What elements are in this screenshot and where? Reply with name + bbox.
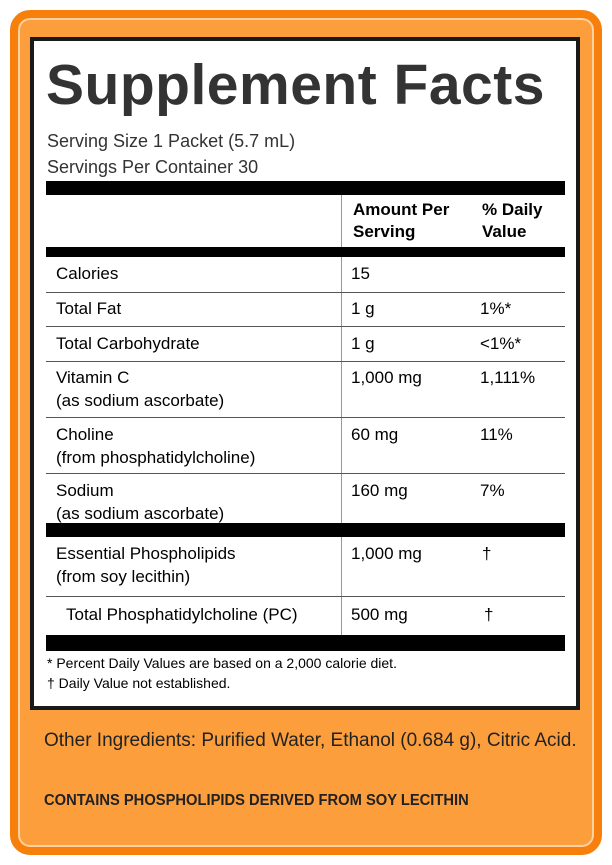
nutrient-name: Essential Phospholipids [56, 544, 236, 563]
supplement-facts-panel [30, 37, 580, 710]
facts-table [46, 181, 565, 651]
nutrient-dv: 1,111% [480, 368, 536, 387]
row-divider [46, 361, 565, 362]
column-divider [341, 195, 342, 247]
nutrient-amount: 160 mg [351, 481, 408, 500]
nutrient-name: Sodium [56, 481, 114, 500]
nutrient-name: Total Carbohydrate [56, 334, 200, 353]
nutrient-source: (as sodium ascorbate) [56, 391, 225, 410]
nutrient-amount: 1,000 mg [351, 368, 422, 387]
thick-divider [46, 181, 565, 195]
nutrient-name: Choline [56, 425, 114, 444]
thick-divider [46, 247, 565, 257]
nutrient-name: Vitamin C [56, 368, 130, 387]
daily-value-header: % Daily Value [482, 200, 543, 241]
servings-per-container: Servings Per Container 30 [47, 157, 259, 177]
nutrient-dv: † [482, 544, 492, 563]
nutrient-name: Total Fat [56, 299, 122, 318]
nutrient-amount: 1 g [351, 299, 375, 318]
nutrient-amount: 500 mg [351, 605, 408, 624]
row-divider [46, 417, 565, 418]
allergen-statement: CONTAINS PHOSPHOLIPIDS DERIVED FROM SOY LECITHIN [44, 792, 469, 809]
nutrient-amount: 1 g [351, 334, 375, 353]
nutrient-source: (from soy lecithin) [56, 567, 191, 586]
nutrient-source: (as sodium ascorbate) [56, 504, 225, 523]
column-divider [341, 257, 342, 523]
nutrient-dv: † [484, 605, 494, 624]
thick-divider [46, 635, 565, 651]
row-divider [46, 596, 565, 597]
nutrient-amount: 60 mg [351, 425, 399, 444]
nutrient-name: Calories [56, 264, 119, 283]
nutrient-name: Total Phosphatidylcholine (PC) [66, 605, 298, 624]
nutrient-amount: 1,000 mg [351, 544, 422, 563]
nutrient-dv: 7% [480, 481, 505, 500]
serving-size: Serving Size 1 Packet (5.7 mL) [47, 131, 296, 151]
page-title: Supplement Facts [46, 53, 545, 117]
nutrient-dv: 1%* [480, 299, 512, 318]
footnote-daily-values: * Percent Daily Values are based on a 2,000 calorie diet. [47, 655, 397, 671]
nutrient-dv: <1%* [480, 334, 522, 353]
row-divider [46, 473, 565, 474]
footnote-not-established: † Daily Value not established. [47, 675, 231, 691]
amount-header: Amount Per Serving [353, 200, 450, 241]
other-ingredients: Other Ingredients: Purified Water, Ethanol (0.684 g), Citric Acid. [44, 730, 577, 751]
thick-divider [46, 523, 565, 537]
nutrient-source: (from phosphatidylcholine) [56, 448, 256, 467]
row-divider [46, 326, 565, 327]
nutrient-amount: 15 [351, 264, 370, 283]
row-divider [46, 292, 565, 293]
column-divider [341, 537, 342, 635]
nutrient-dv: 11% [480, 425, 513, 444]
